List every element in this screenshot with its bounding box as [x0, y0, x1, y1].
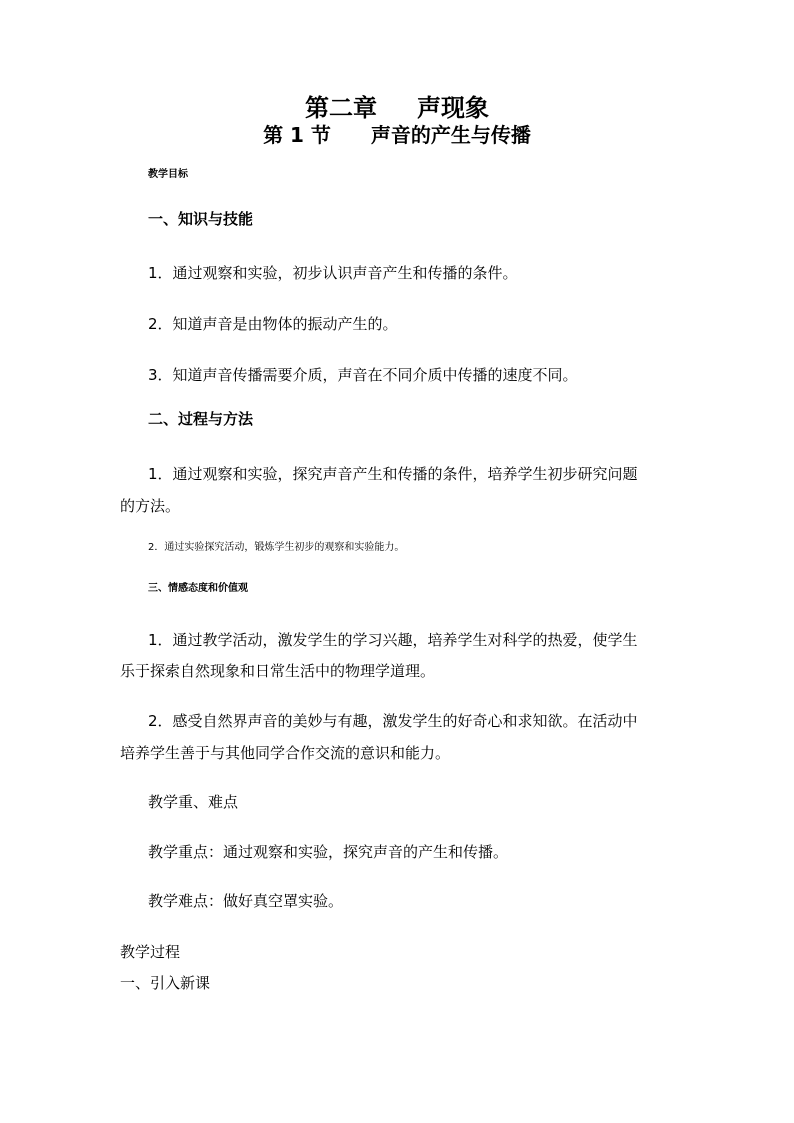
knowledge-skills-heading: 一、知识与技能: [148, 210, 254, 228]
section-title: [0, 125, 794, 145]
teaching-process-heading: 教学过程: [120, 943, 181, 961]
process-item-2: 2．通过实验探究活动，锻炼学生初步的观察和实验能力。: [148, 542, 405, 553]
process-item-1-line-1: 1．通过观察和实验，探究声音产生和传播的条件，培养学生初步研究问题: [148, 465, 638, 483]
attitude-item-2-line-1: 2．感受自然界声音的美妙与有趣，激发学生的好奇心和求知欲。在活动中: [148, 712, 638, 730]
attitude-values-heading: 三、情感态度和价值观: [148, 583, 248, 594]
section-name: 声音的产生与传播: [370, 123, 531, 147]
knowledge-item-1: 1．通过观察和实验，初步认识声音产生和传播的条件。: [148, 264, 518, 282]
process-step-1: 一、引入新课: [120, 974, 211, 992]
objectives-heading: 教学目标: [148, 169, 188, 180]
section-number: 第 1 节: [263, 123, 331, 147]
knowledge-item-2: 2．知道声音是由物体的振动产生的。: [148, 315, 398, 333]
chapter-name: 声现象: [417, 94, 489, 122]
attitude-item-2-line-2: 培养学生善于与其他同学合作交流的意识和能力。: [120, 744, 451, 762]
process-methods-heading: 二、过程与方法: [148, 410, 254, 428]
key-points-heading: 教学重、难点: [148, 793, 239, 811]
knowledge-item-3: 3．知道声音传播需要介质，声音在不同介质中传播的速度不同。: [148, 366, 578, 384]
process-item-1-line-2: 的方法。: [120, 497, 181, 515]
teaching-difficulty: 教学难点：做好真空罩实验。: [148, 892, 344, 910]
chapter-title: [0, 96, 794, 120]
teaching-focus: 教学重点：通过观察和实验，探究声音的产生和传播。: [148, 843, 509, 861]
chapter-number: 第二章: [305, 94, 377, 122]
attitude-item-1-line-1: 1．通过教学活动，激发学生的学习兴趣，培养学生对科学的热爱，使学生: [148, 631, 638, 649]
attitude-item-1-line-2: 乐于探索自然现象和日常生活中的物理学道理。: [120, 662, 436, 680]
